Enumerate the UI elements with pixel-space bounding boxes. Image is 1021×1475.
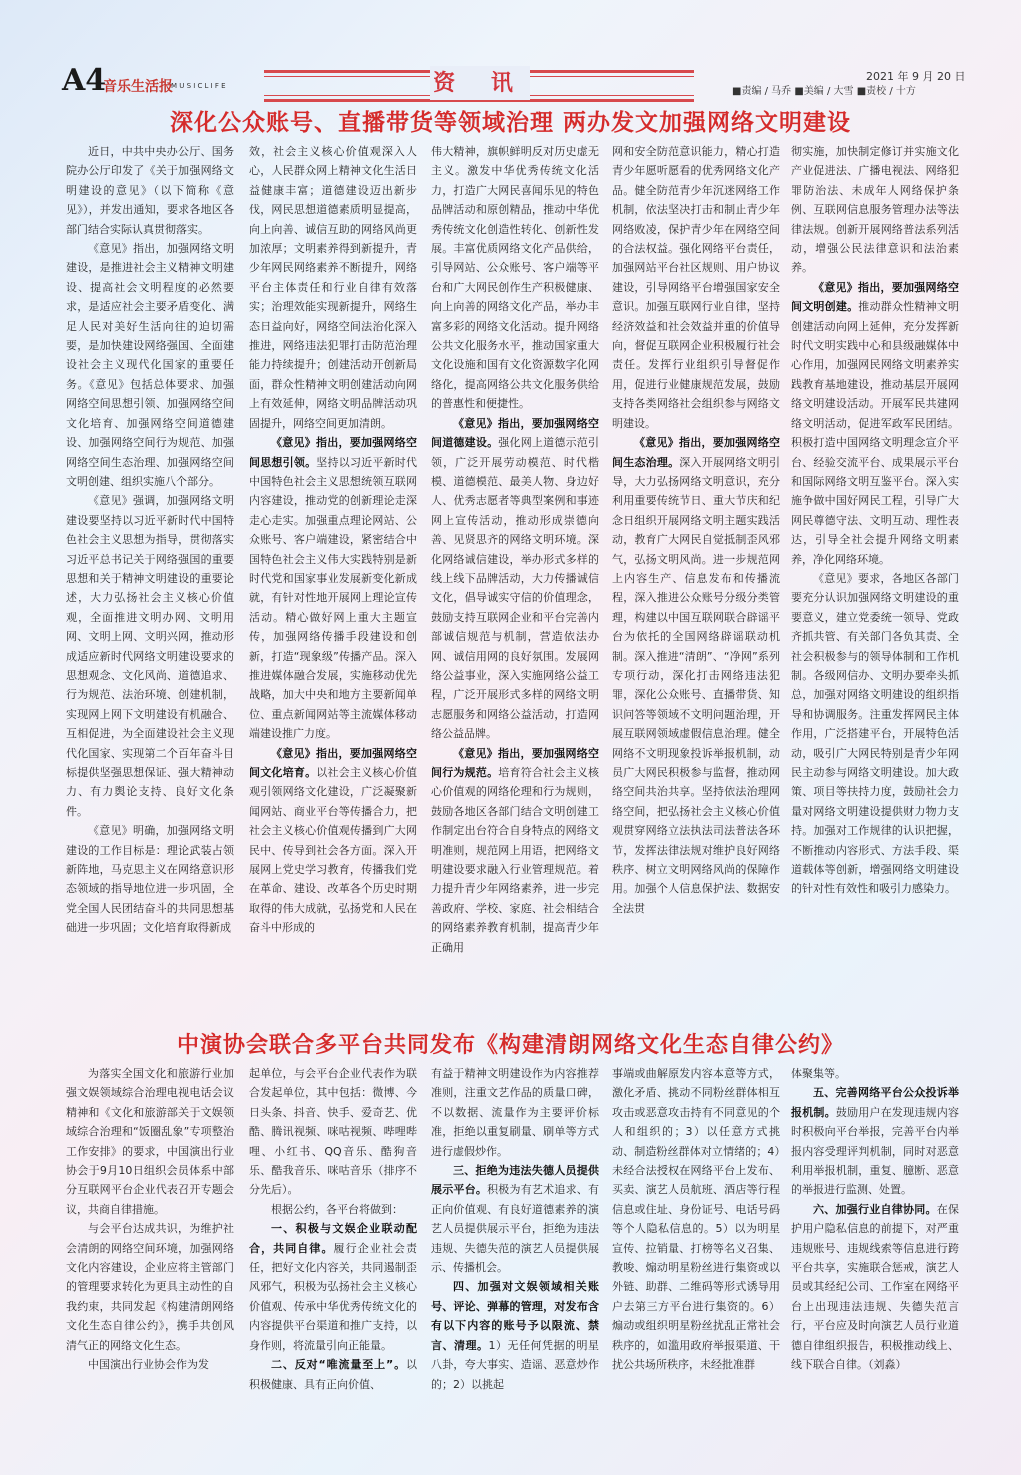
page-number: A4 — [62, 63, 107, 98]
paragraph: 《意见》要求，各地区各部门要充分认识加强网络文明建设的重要意义，建立党委统一领导、党政齐抓共管、有关部门各负其责、全社会积极参与的领导体制和工作机制。各级网信办、文明办要牵头抓总，加强对网络文明建设的组织指导和协调服务。注重发挥网民主体作用，广泛搭建平台，开展特色活动，吸引广大网民特别是青少年网民主动参与网络文明建设。加大政策、项目等扶持力度，鼓励社会力量对网络文明建设提供财力物力支持。加强对工作规律的认识把握，不断推动内容形式、方法手段、渠道载体等创新，增强网络文明建设的针对性有效性和吸引力感染力。 — [791, 571, 959, 896]
paragraph-lead: 二、反对“唯流量至上”。 — [271, 1358, 406, 1372]
article2-column-1 — [66, 1064, 234, 1375]
paragraph-lead: 《意见》指出，要加强网络空间思想引领。 — [249, 436, 417, 469]
paragraph: 近日，中共中央办公厅、国务院办公厅印发了《关于加强网络文明建设的意见》（以下简称《意见》），并发出通知，要求各地区各部门结合实际认真贯彻落实。 — [66, 145, 234, 236]
article1-column-2 — [249, 142, 417, 938]
newspaper-name: 音乐生活报 — [103, 79, 173, 95]
paragraph: 《意见》指出，要加强网络空间道德建设。强化网上道德示范引领，广泛开展劳动模范、时代楷模、道德模范、最美人物、身边好人、优秀志愿者等典型案例和事迹网上宣传活动，推动形成崇德向善、见贤思齐的网络文明环境。深化网络诚信建设，举办形式多样的线上线下品牌活动，大力传播诚信文化，倡导诚实守信的价值理念，鼓励支持互联网企业和平台完善内部诚信规范与机制，营造依法办网、诚信用网的良好氛围。发展网络公益事业，深入实施网络公益工程，广泛开展形式多样的网络文明志愿服务和网络公益活动，打造网络公益品牌。 — [431, 416, 600, 741]
paragraph: 六、加强行业自律协同。在保护用户隐私信息的前提下，对严重违规账号、违规线索等信息进行跨平台共享，实施联合惩戒，演艺人员或其经纪公司、工作室在网络平台上出现违法违规、失德失范言行，平台应及时向演艺人员行业道德自律组织报告，积极推动线上、线下联合自律。（刘淼） — [791, 1202, 959, 1372]
paragraph: 《意见》强调，加强网络文明建设要坚持以习近平新时代中国特色社会主义思想为指导，贯彻落实习近平总书记关于网络强国的重要思想和关于精神文明建设的重要论述，大力弘扬社会主义核心价值观，全面推进文明办网、文明用网、文明上网、文明兴网，推动形成适应新时代网络文明建设要求的思想观念、文化风尚、道德追求、行为规范、法治环境、创建机制，实现网上网下文明建设有机融合、互相促进，为全面建设社会主义现代化国家、实现第二个百年奋斗目标提供坚强思想保证、强大精神动力、有力舆论支持、良好文化条件。 — [66, 494, 234, 818]
paragraph: 效，社会主义核心价值观深入人心，人民群众网上精神文化生活日益健康丰富；道德建设迈出新步伐，网民思想道德素质明显提高，向上向善、诚信互助的网络风尚更加浓厚；文明素养得到新提升，青少年网民网络素养不断提升，网络平台主体责任和行业自律有效落实；治理效能实现新提升，网络生态日益向好，网络空间法治化深入推进，网络违法犯罪打击防范治理能力持续提升；创建活动开创新局面，群众性精神文明创建活动向网上有效延伸，网络文明品牌活动巩固提升，网络空间更加清朗。 — [249, 145, 417, 430]
issue-date: 2021 年 9 月 20 日 — [866, 70, 966, 83]
article1-column-5 — [791, 142, 959, 899]
paragraph: 彻实施，加快制定修订并实施文化产业促进法、广播电视法、网络犯罪防治法、未成年人网络保护条例、互联网信息服务管理办法等法律法规。创新开展网络普法系列活动，增强公民法律意识和法治素养。 — [791, 145, 959, 275]
paragraph-lead: 《意见》指出，要加强网络空间道德建设。 — [431, 416, 599, 450]
paragraph: 《意见》明确，加强网络文明建设的工作目标是：理论武装占领新阵地，马克思主义在网络意识形态领域的指导地位进一步巩固，全党全国人民团结奋斗的共同思想基础进一步巩固；文化培育取得新成 — [66, 824, 234, 935]
article2-headline: 中演协会联合多平台共同发布《构建清朗网络文化生态自律公约》 — [176, 1033, 844, 1058]
paragraph-lead: 一、积极与文娱企业联动配合，共同自律。 — [249, 1222, 417, 1255]
paragraph-lead: 《意见》指出，要加强网络空间文化培育。 — [249, 746, 417, 779]
paragraph: 根据公约，各平台将做到： — [271, 1202, 403, 1216]
paragraph: 二、反对“唯流量至上”。以积极健康、具有正向价值、 — [249, 1358, 417, 1391]
paragraph-lead: 五、完善网络平台公众投诉举报机制。 — [791, 1086, 959, 1119]
paragraph-lead: 四、加强对文娱领域相关账号、评论、弹幕的管理，对发布含有以下内容的账号予以限流、禁言、清理。 — [431, 1280, 599, 1352]
paragraph: 为落实全国文化和旅游行业加强文娱领域综合治理电视电话会议精神和《文化和旅游部关于文娱领域综合治理和“饭圈乱象”专项整治工作安排》的要求，中国演出行业协会于9月10日组织会员体系中部分互联网平台企业代表召开专题会议，共商自律措施。 — [66, 1067, 234, 1216]
paragraph: 有益于精神文明建设作为内容推荐准则，注重文艺作品的质量口碑，不以数据、流量作为主要评价标准，拒绝以重复刷量、刷单等方式进行虚假炒作。 — [431, 1067, 599, 1158]
article2-column-3 — [431, 1064, 599, 1394]
article2-column-2 — [249, 1064, 417, 1394]
paragraph: 《意见》指出，要加强网络空间行为规范。培育符合社会主义核心价值观的网络伦理和行为规则，鼓励各地区各部门结合文明创建工作制定出台符合自身特点的网络文明准则，规范网上用语，把网络文明建设要求融入行业管理规范。着力提升青少年网络素养，进一步完善政府、学校、家庭、社会相结合的网络素养教育机制，提高青少年正确用 — [431, 746, 600, 954]
article1-column-3 — [431, 142, 599, 957]
paragraph: 网和安全防范意识能力，精心打造青少年愿听愿看的优秀网络文化产品。健全防范青少年沉迷网络工作机制，依法坚决打击和制止青少年网络败凌，保护青少年在网络空间的合法权益。强化网络平台责任，加强网站平台社区规则、用户协议建设，引导网络平台增强国家安全意识。加强互联网行业自律，坚持经济效益和社会效益并重的价值导向，督促互联网企业积极履行社会责任。发挥行业组织引导督促作用，促进行业健康规范发展，鼓励支持各类网络社会组织参与网络文明建设。 — [612, 145, 780, 430]
article1-headline: 深化公众账号、直播带货等领域治理 两办发文加强网络文明建设 — [169, 110, 851, 136]
paragraph: 与会平台达成共识，为维护社会清朗的网络空间环境，加强网络文化内容建设，企业应将主管部门的管理要求转化为更具主动性的自我约束，共同发起《构建清朗网络文化生态自律公约》，携手共创风清气正的网络文化生态。 — [66, 1222, 234, 1352]
paragraph-lead: 六、加强行业自律协同。 — [813, 1202, 937, 1216]
paragraph: 体聚集等。 — [791, 1067, 846, 1080]
newspaper-latin-name: MUSICLIFE — [171, 82, 228, 90]
paragraph-lead: 三、拒绝为违法失德人员提供展示平台。 — [431, 1164, 599, 1197]
article1-column-4 — [612, 142, 780, 918]
paragraph: 一、积极与文娱企业联动配合，共同自律。履行企业社会责任，把好文化内容关，共同遏制歪风邪气，积极为弘扬社会主义核心价值观、传承中华优秀传统文化的内容提供平台渠道和推广支持，以身作则，将流量引向正能量。 — [249, 1222, 418, 1352]
paragraph: 《意见》指出，要加强网络空间文化培育。以社会主义核心价值观引领网络文化建设，广泛凝聚新闻网站、商业平台等传播合力，把社会主义核心价值观传播到广大网民中、传导到社会各方面。深入开展网上党史学习教育，传播我们党在革命、建设、改革各个历史时期取得的伟大成就，弘扬党和人民在奋斗中形成的 — [249, 746, 418, 935]
paragraph: 四、加强对文娱领域相关账号、评论、弹幕的管理，对发布含有以下内容的账号予以限流、禁言、清理。1）无任何凭据的明星八卦，夸大事实、造谣、恶意炒作的；2）以挑起 — [431, 1280, 599, 1391]
article2-column-4 — [612, 1064, 780, 1375]
paragraph-lead: 《意见》指出，要加强网络空间生态治理。 — [612, 436, 780, 469]
paragraph: 《意见》指出，要加强网络空间文明创建。推动群众性精神文明创建活动向网上延伸，充分发挥新时代文明实践中心和县级融媒体中心作用，加强网民网络文明素养实践教育基地建设，推动基层开展网络文明建设活动。开展军民共建网络文明活动，促进军政军民团结。积极打造中国网络文明理念宣介平台、经验交流平台、成果展示平台和国际网络文明互鉴平台。深入实施争做中国好网民工程，引导广大网民尊德守法、文明互动、理性表达，引导全社会提升网络文明素养，净化网络环境。 — [791, 280, 960, 566]
paragraph: 《意见》指出，要加强网络空间思想引领。坚持以习近平新时代中国特色社会主义思想统领互联网内容建设，推动党的创新理论走深走心走实。加强重点理论网站、公众账号、客户端建设，紧密结合中国特色社会主义伟大实践特别是新时代党和国家事业发展新变化新成就，有针对性地开展网上理论宣传活动。精心做好网上重大主题宣传，加强网络传播手段建设和创新，打造“现象级”传播产品。深入推进媒体融合发展，实施移动优先战略，加大中央和地方主要新闻单位、重点新闻网站等主流媒体移动端建设推广力度。 — [249, 436, 418, 741]
paragraph: 三、拒绝为违法失德人员提供展示平台。积极为有艺术追求、有正向价值观、有良好道德素养的演艺人员提供展示平台，拒绝为违法违规、失德失范的演艺人员提供展示、传播机会。 — [431, 1164, 600, 1275]
paragraph: 伟大精神，旗帜鲜明反对历史虚无主义。激发中华优秀传统文化活力，打造广大网民喜闻乐见的特色品牌活动和原创精品，推动中华优秀传统文化创造性转化、创新性发展。丰富优质网络文化产品供给，引导网站、公众账号、客户端等平台和广大网民创作生产积极健康、向上向善的网络文化产品，举办丰富多彩的网络文化活动。提升网络公共文化服务水平，推动国家重大文化设施和国有文化资源数字化网络化，提高网络公共文化服务供给的普惠性和便捷性。 — [431, 145, 599, 411]
editor-credits: ■责编 / 马乔 ■美编 / 大雪 ■责校 / 十方 — [732, 86, 916, 97]
paragraph: 《意见》指出，要加强网络空间生态治理。深入开展网络文明引导，大力弘扬网络文明意识，充分利用重要传统节日、重大节庆和纪念日组织开展网络文明主题实践活动，教育广大网民自觉抵制歪风邪气，弘扬文明风尚。进一步规范网上内容生产、信息发布和传播流程，深入推进公众账号分级分类管理，构建以中国互联网联合辟谣平台为依托的全国网络辟谣联动机制。深入推进“清朗”、“净网”系列专项行动，深化打击网络违法犯罪，深化公众账号、直播带货、知识问答等领域不文明问题治理，开展互联网领域虚假信息治理。健全网络不文明现象投诉举报机制，动员广大网民积极参与监督，推动网络空间共治共享。坚持依法治理网络空间，把弘扬社会主义核心价值观贯穿网络立法执法司法普法各环节，发挥法律法规对维护良好网络秩序、树立文明网络风尚的保障作用。加强个人信息保护法、数据安全法贯 — [612, 436, 781, 915]
paragraph: 《意见》指出，加强网络文明建设，是推进社会主义精神文明建设、提高社会文明程度的必然要求，是适应社会主要矛盾变化、满足人民对美好生活向往的迫切需要，是加快建设网络强国、全面建设社会主义现代化国家的重要任务。《意见》包括总体要求、加强网络空间思想引领、加强网络空间文化培育、加强网络空间道德建设、加强网络空间行为规范、加强网络空间生态治理、加强网络空间文明创建、组织实施八个部分。 — [66, 242, 234, 488]
section-title: 资 讯 — [430, 66, 530, 100]
paragraph: 起单位，与会平台企业代表作为联合发起单位，其中包括：微博、今日头条、抖音、快手、爱奇艺、优酷、腾讯视频、咪咕视频、哔哩哔哩、小红书、QQ音乐、酷狗音乐、酷我音乐、咪咕音乐（排序不分先后）。 — [249, 1067, 417, 1197]
paragraph-lead: 《意见》指出，要加强网络空间行为规范。 — [431, 746, 599, 779]
article2-column-5 — [791, 1064, 959, 1375]
article1-column-1 — [66, 142, 234, 938]
paragraph: 中国演出行业协会作为发 — [88, 1358, 209, 1372]
paragraph: 事端或曲解原发内容本意等方式，激化矛盾、挑动不同粉丝群体相互攻击或恶意攻击持有不同意见的个人和组织的；3）以任意方式挑动、制造粉丝群体对立情绪的；4）未经合法授权在网络平台上发布、买卖、演艺人员航班、酒店等行程信息或住址、身份证号、电话号码等个人隐私信息的。5）以为明星宣传、拉销量、打榜等名义召集、教唆、煽动明星粉丝进行集资或以外链、助群、二维码等形式诱导用户去第三方平台进行集资的。6）煽动或组织明星粉丝扰乱正常社会秩序的，如滥用政府举报渠道、干扰公共场所秩序，未经批准群 — [612, 1067, 780, 1372]
paragraph: 五、完善网络平台公众投诉举报机制。鼓励用户在发现违规内容时积极向平台举报，完善平台内举报内容受理评判机制，同时对恶意利用举报机制，重复、臆断、恶意的举报进行监测、处置。 — [791, 1086, 960, 1197]
paragraph-lead: 《意见》指出，要加强网络空间文明创建。 — [791, 280, 959, 314]
